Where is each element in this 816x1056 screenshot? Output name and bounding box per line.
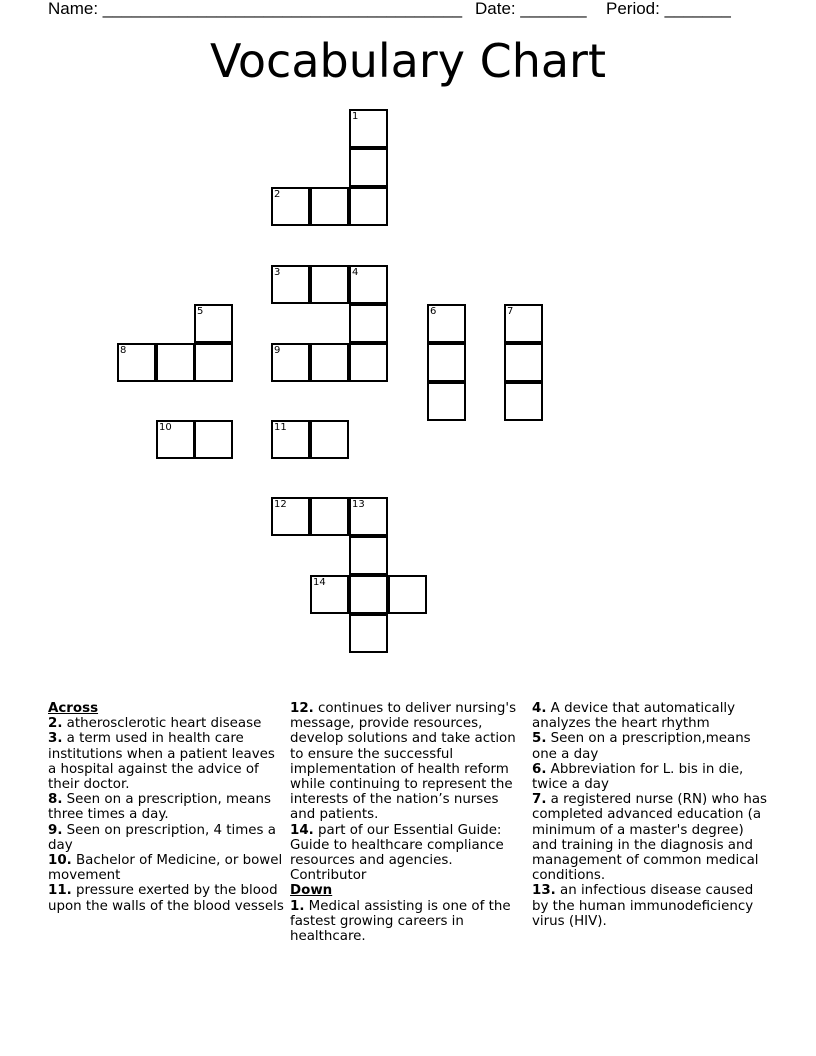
clue-text: a registered nurse (RN) who has completed advanced education (a minimum of a master's degree) and training in the diagnosis and management of common medical conditions.: [532, 792, 768, 884]
crossword-cell[interactable]: [194, 420, 233, 459]
crossword-cell[interactable]: [194, 304, 233, 343]
clue-number: 13.: [532, 883, 556, 899]
crossword-cell[interactable]: [427, 382, 466, 421]
clues-column-1: [48, 701, 286, 914]
crossword-cell[interactable]: [310, 420, 349, 459]
clue-text: atherosclerotic heart disease: [66, 716, 262, 732]
crossword-cell[interactable]: [310, 343, 349, 382]
clue-number: 8.: [48, 792, 63, 808]
clue-item: [532, 731, 772, 761]
crossword-cell[interactable]: [271, 420, 310, 459]
clue-number: 12.: [290, 701, 314, 716]
crossword-cell[interactable]: [271, 343, 310, 382]
clue-number: 6.: [532, 761, 547, 777]
clue-item: [48, 853, 286, 883]
clue-item: [48, 792, 286, 822]
period-field[interactable]: Period: _______: [606, 0, 731, 18]
clue-text: Seen on a prescription,means one a day: [532, 731, 751, 762]
clue-number: 3.: [48, 731, 63, 747]
crossword-cell[interactable]: [504, 343, 543, 382]
clue-number: 10.: [48, 853, 72, 869]
date-field[interactable]: Date: _______: [475, 0, 587, 18]
crossword-cell[interactable]: [194, 343, 233, 382]
clue-item: [48, 823, 286, 853]
crossword-cell[interactable]: [349, 187, 388, 226]
clue-number: 1.: [290, 898, 305, 914]
clue-item: [290, 899, 526, 945]
crossword-cell[interactable]: [349, 497, 388, 536]
clue-number: 10: [159, 422, 172, 433]
clue-text: Seen on a prescription, means three times a day.: [48, 792, 271, 823]
clue-number: 4.: [532, 701, 547, 716]
clue-number: 8: [120, 345, 127, 356]
across-heading: Across: [48, 701, 99, 716]
crossword-cell[interactable]: [349, 343, 388, 382]
clue-number: 12: [274, 499, 287, 510]
crossword-cell[interactable]: [156, 343, 195, 382]
clue-number: 9: [274, 345, 281, 356]
name-field[interactable]: Name: ______________________________________: [48, 0, 463, 18]
crossword-cell[interactable]: [310, 265, 349, 304]
crossword-cell[interactable]: [427, 343, 466, 382]
clue-text: a term used in health care institutions when a patient leaves a hospital against the advice of their doctor.: [48, 731, 275, 793]
clue-number: 14.: [290, 822, 314, 838]
clue-text: part of our Essential Guide: Guide to healthcare compliance resources and agencies. Contributor: [290, 822, 504, 884]
crossword-cell[interactable]: [504, 304, 543, 343]
clue-text: Bachelor of Medicine, or bowel movement: [48, 853, 283, 884]
clue-text: Medical assisting is one of the fastest growing careers in healthcare.: [290, 898, 511, 945]
clue-number: 2: [274, 189, 281, 200]
down-heading: Down: [290, 883, 333, 899]
crossword-cell[interactable]: [349, 109, 388, 148]
clue-number: 7: [507, 306, 514, 317]
crossword-cell[interactable]: [427, 304, 466, 343]
clue-number: 14: [313, 577, 326, 588]
clues-column-3: [532, 701, 772, 929]
clue-number: 11: [274, 422, 287, 433]
clue-number: 3: [274, 267, 281, 278]
clue-text: pressure exerted by the blood upon the walls of the blood vessels: [48, 883, 284, 914]
clue-number: 5: [197, 306, 204, 317]
clues-column-2: [290, 701, 526, 944]
crossword-cell[interactable]: [349, 575, 388, 614]
clue-number: 2.: [48, 716, 63, 732]
clue-item: [532, 792, 772, 883]
clue-item: [290, 701, 526, 823]
clue-number: 4: [352, 267, 359, 278]
crossword-cell[interactable]: [310, 575, 349, 614]
crossword-cell[interactable]: [156, 420, 195, 459]
clue-number: 11.: [48, 883, 72, 899]
clue-number: 1: [352, 111, 359, 122]
clue-text: an infectious disease caused by the human immunodeficiency virus (HIV).: [532, 883, 754, 929]
clue-number: 13: [352, 499, 365, 510]
crossword-cell[interactable]: [271, 497, 310, 536]
clue-number: 5.: [532, 731, 547, 747]
clue-item: [532, 701, 772, 731]
clue-item: [532, 883, 772, 929]
clue-text: Abbreviation for L. bis in die, twice a day: [532, 761, 744, 793]
crossword-cell[interactable]: [349, 148, 388, 187]
clue-number: 7.: [532, 792, 547, 808]
crossword-cell[interactable]: [349, 536, 388, 575]
crossword-cell[interactable]: [349, 265, 388, 304]
crossword-cell[interactable]: [310, 187, 349, 226]
clue-text: A device that automatically analyzes the heart rhythm: [532, 701, 736, 732]
clue-item: [532, 762, 772, 792]
clue-item: [48, 731, 286, 792]
clue-number: 9.: [48, 822, 63, 838]
crossword-cell[interactable]: [271, 187, 310, 226]
clue-item: [48, 883, 286, 913]
crossword-cell[interactable]: [388, 575, 427, 614]
page-title: Vocabulary Chart: [209, 34, 606, 88]
clue-item: [48, 716, 286, 731]
clue-number: 6: [430, 306, 437, 317]
crossword-cell[interactable]: [504, 382, 543, 421]
crossword-cell[interactable]: [310, 497, 349, 536]
clue-text: continues to deliver nursing's message, provide resources, develop solutions and take action to ensure the successful implementation of health reform while continuing to represent the interests of the nation’s nurses and patients.: [290, 701, 517, 823]
clue-text: Seen on prescription, 4 times a day: [48, 822, 276, 853]
crossword-cell[interactable]: [349, 304, 388, 343]
clue-item: [290, 823, 526, 884]
crossword-cell[interactable]: [349, 614, 388, 653]
crossword-cell[interactable]: [271, 265, 310, 304]
crossword-cell[interactable]: [117, 343, 156, 382]
